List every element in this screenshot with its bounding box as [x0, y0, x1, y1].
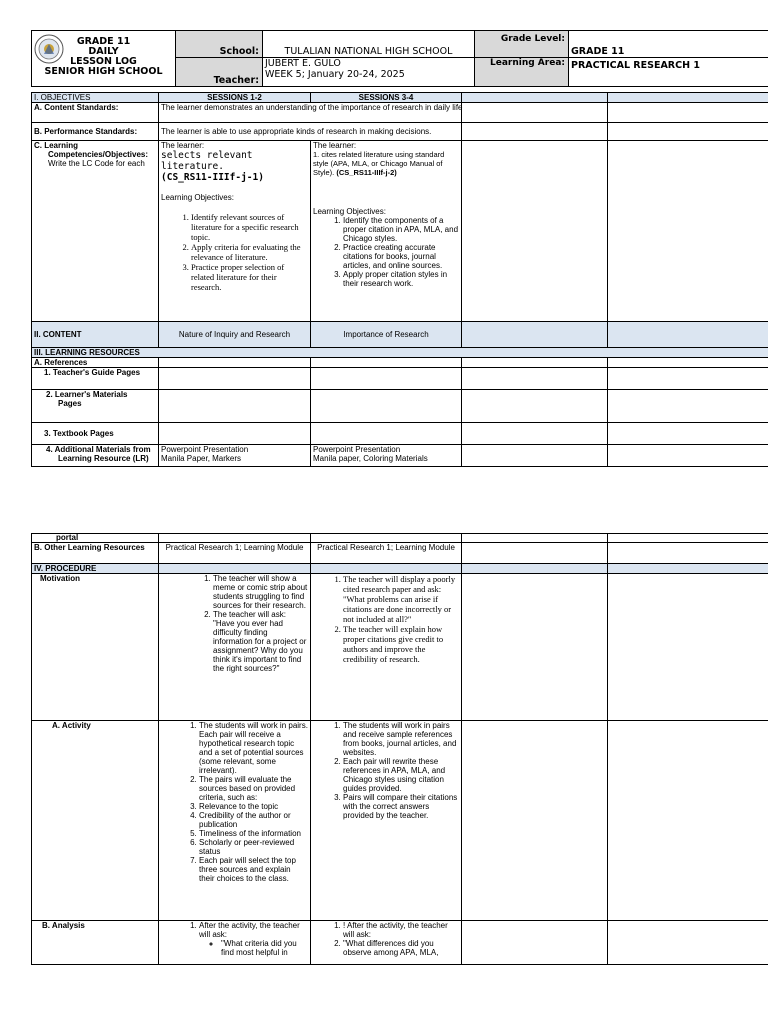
references-label: A. References: [32, 358, 159, 368]
lc-label-1: C. Learning: [34, 141, 79, 150]
list-item: 2. Each pair will rewrite these references in APA, MLA, and Chicago styles using citation guides provided.: [343, 757, 459, 793]
lc-label-3: Write the LC Code for each: [48, 159, 145, 168]
other-s12: Practical Research 1; Learning Module: [159, 543, 311, 564]
empty-cell: [608, 358, 768, 368]
empty-cell: [311, 564, 462, 574]
empty-cell: [462, 921, 608, 965]
title-line-2: DAILY: [88, 46, 119, 57]
additional-s12-1: Powerpoint Presentation: [161, 445, 249, 454]
list-item: 3. Relevance to the topic: [199, 802, 308, 811]
empty-cell: [462, 445, 608, 467]
s34-objectives-list: [313, 216, 459, 288]
empty-cell: [608, 564, 768, 574]
empty-cell: [462, 423, 608, 445]
additional-1: 4. Additional Materials from: [46, 445, 151, 454]
additional-s34-2: Manila paper, Coloring Materials: [313, 454, 428, 463]
list-item: 3. Practice proper selection of related literature for their research.: [191, 262, 308, 292]
school-value: TULALIAN NATIONAL HIGH SCHOOL: [263, 31, 475, 58]
empty-cell: [608, 368, 768, 390]
competencies-s34: [311, 141, 462, 322]
empty-cell: [159, 368, 311, 390]
additional-s12: [159, 445, 311, 467]
learning-area-label: [475, 58, 569, 87]
title-cell: [32, 31, 176, 87]
learning-area-label-text: Learning Area:: [489, 58, 565, 68]
other-resources-label: B. Other Learning Resources: [32, 543, 159, 564]
activity-s34: [311, 721, 462, 921]
teacher-label: Teacher:: [176, 58, 263, 87]
learners-materials-2: Pages: [58, 399, 82, 408]
title-line-4: SENIOR HIGH SCHOOL: [44, 66, 163, 77]
objectives-heading: I. OBJECTIVES: [32, 93, 159, 103]
activity-s12: [159, 721, 311, 921]
empty-cell: [311, 534, 462, 543]
motivation-s34: [311, 574, 462, 721]
textbook-label: 3. Textbook Pages: [32, 423, 159, 445]
empty-cell: [462, 574, 608, 721]
competencies-s12: [159, 141, 311, 322]
list-item: 3. Apply proper citation styles in their research work.: [343, 270, 459, 288]
teachers-guide-label: 1. Teacher's Guide Pages: [32, 368, 159, 390]
list-item: 2. Apply criteria for evaluating the relevance of literature.: [191, 242, 308, 262]
empty-cell: [462, 534, 608, 543]
list-item: 1. Identify the components of a proper citation in APA, MLA, and Chicago styles.: [343, 216, 459, 243]
empty-cell: [608, 93, 768, 103]
empty-cell: [608, 123, 768, 141]
empty-cell: [462, 721, 608, 921]
list-item: 7. Each pair will select the top three sources and explain their choices to the class.: [199, 856, 308, 883]
empty-cell: [462, 543, 608, 564]
analysis-s12-text: After the activity, the teacher will ask:: [199, 921, 300, 939]
additional-2: Learning Resource (LR): [58, 454, 149, 463]
empty-cell: [608, 141, 768, 322]
s12-objectives-list: [161, 212, 308, 292]
empty-cell: [608, 390, 768, 423]
empty-cell: [462, 322, 608, 348]
list-item: ◦ "What criteria did you find most helpful in: [221, 939, 308, 957]
list-item: 6. Scholarly or peer-reviewed status: [199, 838, 308, 856]
title-line-3: LESSON LOG: [70, 56, 137, 67]
analysis-s12-list: [161, 921, 308, 957]
motivation-s12-list: [161, 574, 308, 673]
empty-cell: [462, 358, 608, 368]
s34-competency-text: 1. cites related literature using standard style (APA, MLA, or Chicago Manual of Style).: [313, 150, 445, 177]
procedure-heading: IV. PROCEDURE: [32, 564, 159, 574]
competencies-label: [32, 141, 159, 322]
content-s12: Nature of Inquiry and Research: [159, 322, 311, 348]
list-item: 1. Identify relevant sources of literature for a specific research topic.: [191, 212, 308, 242]
list-item: 2. The teacher will explain how proper citations give credit to authors and improve the credibility of research.: [343, 624, 459, 664]
list-item: 2. The pairs will evaluate the sources based on provided criteria, such as:: [199, 775, 308, 802]
objectives-table: [31, 92, 768, 467]
empty-cell: [608, 574, 768, 721]
empty-cell: [608, 721, 768, 921]
analysis-s34-list: [313, 921, 459, 957]
resources-heading: III. LEARNING RESOURCES: [32, 348, 768, 358]
teacher-week-cell: [263, 58, 475, 87]
list-item: 1. The teacher will display a poorly cited research paper and ask: "What problems can arise if citations are done incorrectly or not included at all?": [343, 574, 459, 624]
content-s34: Importance of Research: [311, 322, 462, 348]
empty-cell: [608, 103, 768, 123]
motivation-s12: [159, 574, 311, 721]
list-item: 2. Practice creating accurate citations for books, journal articles, and online sources.: [343, 243, 459, 270]
learning-area-value: PRACTICAL RESEARCH 1: [569, 58, 768, 87]
list-item: 5. Timeliness of the information: [199, 829, 308, 838]
list-item: 4. Credibility of the author or publication: [199, 811, 308, 829]
s34-competency: [313, 150, 459, 177]
empty-cell: [462, 564, 608, 574]
empty-cell: [159, 564, 311, 574]
empty-cell: [462, 123, 608, 141]
empty-cell: [462, 141, 608, 322]
analysis-s34: [311, 921, 462, 965]
activity-s34-list: [313, 721, 459, 820]
list-item: 2. The teacher will ask: "Have you ever had difficulty finding information for a project or assignment? Why do you think it's important to find the right sources?": [213, 610, 308, 673]
additional-materials-label: [32, 445, 159, 467]
empty-cell: [462, 93, 608, 103]
empty-cell: [462, 390, 608, 423]
s34-learner: The learner:: [313, 141, 357, 150]
s34-lo-heading: Learning Objectives:: [313, 207, 386, 216]
additional-s12-2: Manila Paper, Markers: [161, 454, 242, 463]
lc-label-2: Competencies/Objectives:: [48, 150, 149, 159]
performance-standards-label: B. Performance Standards:: [32, 123, 159, 141]
empty-cell: [608, 423, 768, 445]
list-item: 1. ! After the activity, the teacher will ask:: [343, 921, 459, 939]
title-line-1: GRADE 11: [76, 36, 131, 47]
performance-standards-text: The learner is able to use appropriate kinds of research in making decisions.: [159, 123, 462, 141]
empty-cell: [159, 423, 311, 445]
s34-code: (CS_RS11-IIIf-j-2): [336, 168, 397, 177]
learners-materials-label: [32, 390, 159, 423]
teacher-value: JUBERT E. GULO: [265, 58, 341, 69]
analysis-s12: [159, 921, 311, 965]
motivation-label: Motivation: [32, 574, 159, 721]
empty-cell: [159, 534, 311, 543]
empty-cell: [311, 390, 462, 423]
activity-label: A. Activity: [32, 721, 159, 921]
grade-level-label: [475, 31, 569, 58]
procedure-table: [31, 533, 768, 965]
sessions-3-4-heading: SESSIONS 3-4: [311, 93, 462, 103]
empty-cell: [159, 358, 311, 368]
content-standards-text: The learner demonstrates an understanding of the importance of research in daily life: [159, 103, 462, 123]
list-item: 3. Pairs will compare their citations with the correct answers provided by the teacher.: [343, 793, 459, 820]
list-item: 1. The students will work in pairs. Each pair will receive a hypothetical research topic and a set of potential sources (some relevant, some irrelevant).: [199, 721, 308, 775]
header-table: [31, 30, 768, 87]
empty-cell: [608, 534, 768, 543]
list-item: 2. "What differences did you observe among APA, MLA,: [343, 939, 459, 957]
week-value: WEEK 5; January 20-24, 2025: [265, 69, 405, 80]
empty-cell: [462, 368, 608, 390]
additional-s34-1: Powerpoint Presentation: [313, 445, 401, 454]
grade-level-label-text: Grade Level:: [500, 34, 565, 44]
empty-cell: [608, 445, 768, 467]
s12-lo-heading: Learning Objectives:: [161, 193, 234, 202]
empty-cell: [608, 921, 768, 965]
analysis-label: B. Analysis: [32, 921, 159, 965]
portal-label: portal: [32, 534, 159, 543]
s12-code: (CS_RS11-IIIf-j-1): [161, 172, 264, 183]
other-s34: Practical Research 1; Learning Module: [311, 543, 462, 564]
list-item: 1. The teacher will show a meme or comic strip about students struggling to find sources for their research.: [213, 574, 308, 610]
school-label: School:: [176, 31, 263, 58]
sessions-1-2-heading: SESSIONS 1-2: [159, 93, 311, 103]
activity-s12-list: [161, 721, 308, 883]
empty-cell: [311, 368, 462, 390]
empty-cell: [311, 358, 462, 368]
s12-learner: The learner:: [161, 141, 205, 150]
motivation-s34-list: [313, 574, 459, 664]
learners-materials-1: 2. Learner's Materials: [46, 390, 128, 399]
empty-cell: [311, 423, 462, 445]
list-item: 1. The students will work in pairs and receive sample references from books, journal articles, and websites.: [343, 721, 459, 757]
content-label: II. CONTENT: [32, 322, 159, 348]
grade-level-value: GRADE 11: [569, 31, 768, 58]
content-standards-label: A. Content Standards:: [32, 103, 159, 123]
empty-cell: [159, 390, 311, 423]
analysis-s12-sublist: [199, 939, 308, 957]
deped-seal-icon: [34, 34, 64, 64]
empty-cell: [462, 103, 608, 123]
s12-competency: selects relevant literature.: [161, 150, 253, 172]
empty-cell: [608, 543, 768, 564]
additional-s34: [311, 445, 462, 467]
list-item: [199, 921, 308, 957]
empty-cell: [608, 322, 768, 348]
